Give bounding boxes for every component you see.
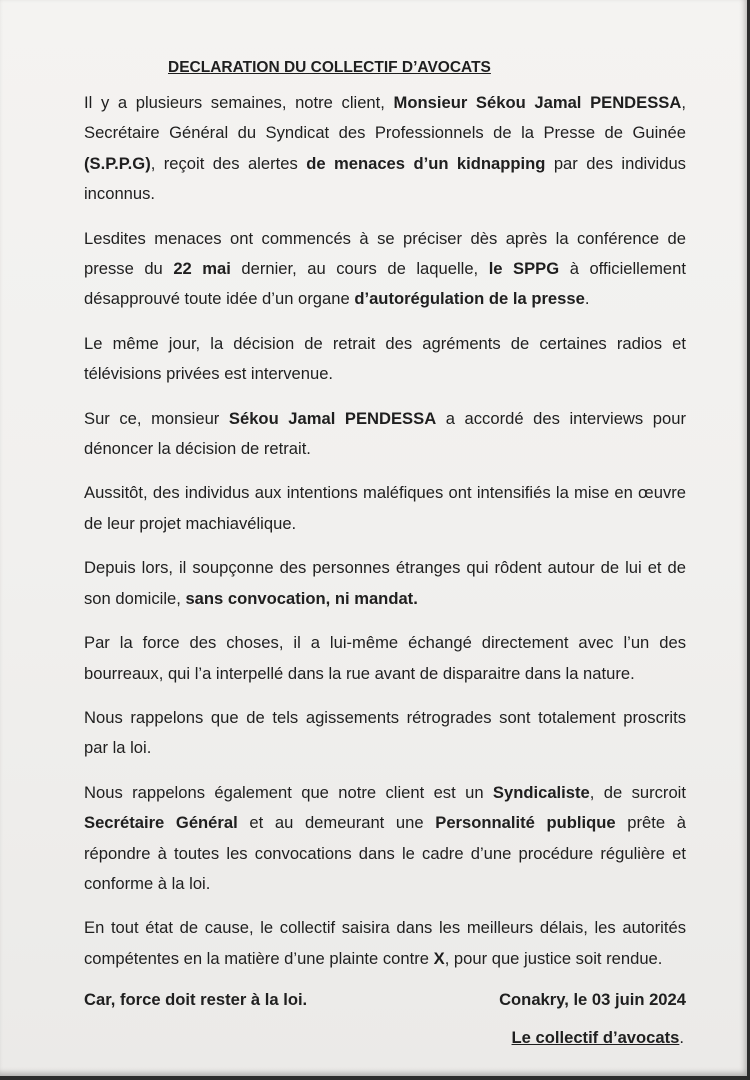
- background-edge-bottom: [0, 1076, 750, 1080]
- paragraph-2: Lesdites menaces ont commencés à se préciser dès après la conférence de presse du 22 mai dernier, au cours de laquelle, le SPPG à officiellement désapprouvé toute idée d’un organe d’autorégulation de la presse.: [84, 228, 686, 309]
- closing-line: [84, 988, 686, 1012]
- declaration-document: [84, 56, 686, 1050]
- paragraph-4: Sur ce, monsieur Sékou Jamal PENDESSA a accordé des interviews pour dénoncer la décision de retrait.: [84, 408, 686, 459]
- signature-text: Le collectif d’avocats: [511, 1028, 680, 1048]
- paragraph-1: Il y a plusieurs semaines, notre client, Monsieur Sékou Jamal PENDESSA, Secrétaire Général du Syndicat des Professionnels de la Presse de Guinée (S.P.P.G), reçoit des alertes de menaces d’un kidnapping par des individus inconnus.: [84, 93, 686, 204]
- paragraph-8: Nous rappelons que de tels agissements rétrogrades sont totalement proscrits par la loi.: [84, 707, 686, 758]
- signature-period: .: [679, 1028, 684, 1048]
- place-date: Conakry, le 03 juin 2024: [499, 990, 686, 1010]
- paragraph-10: En tout état de cause, le collectif saisira dans les meilleurs délais, les autorités compétentes en la matière d’une plainte contre X, pour que justice soit rendue.: [84, 918, 686, 968]
- signature: [84, 1026, 686, 1050]
- paragraph-9: Nous rappelons également que notre client est un Syndicaliste, de surcroit Secrétaire Général et au demeurant une Personnalité publique prête à répondre à toutes les convocations dans le cadre d’une procédure régulière et conforme à la loi.: [84, 782, 686, 893]
- paragraph-3: Le même jour, la décision de retrait des agréments de certaines radios et télévisions privées est intervenue.: [84, 333, 686, 384]
- paragraph-5: Aussitôt, des individus aux intentions maléfiques ont intensifiés la mise en œuvre de leur projet machiavélique.: [84, 483, 686, 533]
- document-title: DECLARATION DU COLLECTIF D’AVOCATS: [168, 59, 491, 76]
- closing-motto: Car, force doit rester à la loi.: [84, 990, 308, 1010]
- paragraph-6: Depuis lors, il soupçonne des personnes étranges qui rôdent autour de lui et de son domicile, sans convocation, ni mandat.: [84, 558, 686, 608]
- paragraph-7: Par la force des choses, il a lui-même échangé directement avec l’un des bourreaux, qui l’a interpellé dans la rue avant de disparaitre dans la nature.: [84, 633, 686, 683]
